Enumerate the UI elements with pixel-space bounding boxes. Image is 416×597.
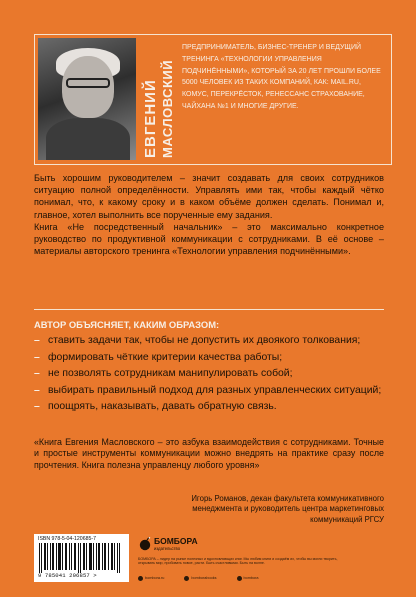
dash-bullet: – <box>34 335 40 346</box>
list-item: – выбирать правильный подход для разных управленческих ситуаций; <box>34 384 382 396</box>
publisher-subtitle: издательство <box>154 546 181 551</box>
list-item: – формировать чёткие критерии качества работы; <box>34 351 283 363</box>
author-first-name: ЕВГЕНИЙ <box>142 79 159 158</box>
telegram-icon <box>237 576 242 581</box>
isbn-label: ISBN 978-5-04-120685-7 <box>38 536 96 542</box>
list-item: – поощрять, наказывать, давать обратную связь. <box>34 401 277 413</box>
publisher-name: БОМБОРА <box>154 536 198 546</box>
globe-icon <box>138 576 143 581</box>
description-paragraph-2: Книга «Не посредственный начальник» – это максимально конкретное руководство по продуктивной коммуникации с сотрудниками. В её основе – материалы авторского тренинга «Технологии управления подчинёнными». <box>34 221 384 257</box>
explains-heading: АВТОР ОБЪЯСНЯЕТ, КАКИМ ОБРАЗОМ: <box>34 319 220 330</box>
author-name <box>142 40 182 158</box>
author-last-name: МАСЛОВСКИЙ <box>160 59 175 158</box>
author-bio: ПРЕДПРИНИМАТЕЛЬ, БИЗНЕС-ТРЕНЕР И ВЕДУЩИЙ ТРЕНИНГА «ТЕХНОЛОГИИ УПРАВЛЕНИЯ ПОДЧИНЁННЫМИ», КОТОРЫЙ ЗА 20 ЛЕТ ПРОШЛИ БОЛЕЕ 5000 ЧЕЛОВЕК ИЗ ТАКИХ КОМПАНИЙ, КАК: MAIL.RU, КОМУС, ПЕРЕКРЁСТОК, РЕНЕССАНС СТРАХОВАНИЕ, ЧАЙХАНА №1 И МНОГИЕ ДРУГИЕ. <box>182 44 381 110</box>
explains-list <box>34 334 386 417</box>
dash-bullet: – <box>34 351 40 363</box>
barcode-digits: 9 785041 206857 > <box>38 572 97 579</box>
bombora-logo-icon <box>138 537 152 551</box>
list-item: – ставить задачи так, чтобы не допустить их двоякого толкования; <box>34 335 361 346</box>
section-divider <box>34 309 384 310</box>
dash-bullet: – <box>34 401 40 413</box>
book-description <box>34 172 384 257</box>
publisher-note: БОМБОРА – лидер на рынке полезных и вдохновляющих книг. Мы любим книги и создаём их, чтобы вы могли творить, открывать мир, пробовать новое, расти. Быть счастливыми. Быть на волне. <box>138 557 338 566</box>
social-link[interactable]: bombora <box>237 576 259 581</box>
dash-bullet: – <box>34 368 40 380</box>
vk-icon <box>184 576 189 581</box>
description-paragraph-1: Быть хорошим руководителем – значит создавать для своих сотрудников ситуацию полной определённости. Управлять ими так, чтобы каждый чётко понимал, что, к какому сроку и в каком объёме должен сделать. Понимал и, главное, хотел выполнить все порученные ему задания. <box>34 173 384 220</box>
barcode-bars <box>38 543 124 573</box>
review-author: Игорь Романов, декан факультета коммуникативного менеджмента и руководитель центра маркетинговых коммуникаций РГСУ <box>191 494 384 524</box>
social-link[interactable]: bombora.ru <box>138 576 164 581</box>
dash-bullet: – <box>34 384 40 396</box>
social-link[interactable]: bomborabooks <box>184 576 216 581</box>
author-photo <box>38 38 136 160</box>
list-item: – не позволять сотрудникам манипулировать собой; <box>34 368 293 380</box>
review-quote: «Книга Евгения Масловского – это азбука взаимодействия с сотрудниками. Точные и простые инструменты коммуникации можно внедрять на практике сразу после прочтения. Книга полезна управленцу любого уровня» <box>34 437 384 470</box>
barcode-block <box>34 534 129 582</box>
publisher-socials <box>138 574 388 582</box>
